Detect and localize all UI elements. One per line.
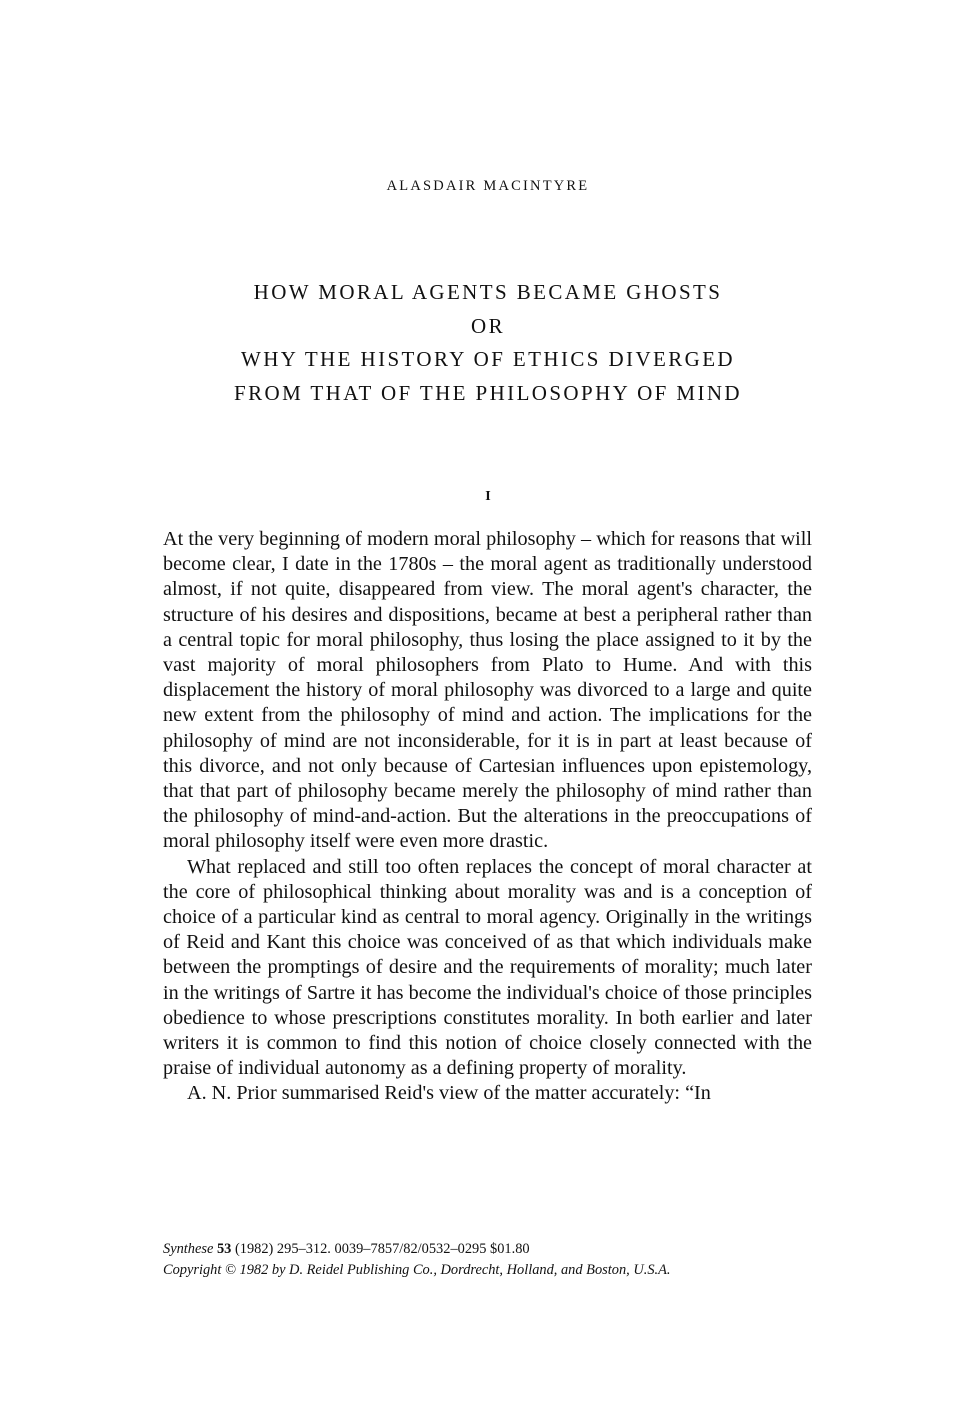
journal-pages: (1982) 295–312.	[234, 1241, 331, 1257]
journal-name: Synthese	[163, 1241, 214, 1257]
body-text	[163, 527, 812, 1107]
journal-code: 0039–7857/82/0532–0295 $01.80	[334, 1241, 530, 1257]
title-line-1: HOW MORAL AGENTS BECAME GHOSTS	[253, 280, 723, 304]
author-name: ALASDAIR MACINTYRE	[386, 178, 590, 194]
paragraph-1: At the very beginning of modern moral philosophy – which for reasons that will become clear, I date in the 1780s – the moral agent as traditionally understood almost, if not quite, disappeared from view. The moral agent's character, the structure of his desires and dispositions, became at best a peripheral rather than a central topic for moral philosophy, thus losing the place assigned to it by the vast majority of moral philosophers from Plato to Hume. And with this displacement the history of moral philosophy was divorced to a large and quite new extent from the philosophy of mind and action. The implications for the philosophy of mind are not inconsiderable, for it is in part at least because of this divorce, and not only because of Cartesian influences upon epistemology, that that part of philosophy became merely the philosophy of mind rather than the philosophy of mind-and-action. But the alterations in the preoccupations of moral philosophy itself were even more drastic.	[163, 528, 812, 853]
copyright-line: Copyright © 1982 by D. Reidel Publishing Co., Dordrecht, Holland, and Boston, U.S.A.	[163, 1262, 671, 1278]
paper-title	[0, 276, 976, 410]
section-number: I	[485, 489, 491, 504]
paragraph-3: A. N. Prior summarised Reid's view of the matter accurately: “In	[187, 1082, 711, 1105]
citation-line	[163, 1239, 823, 1260]
footer-citation	[163, 1239, 823, 1281]
journal-volume: 53	[216, 1241, 232, 1257]
paragraph-2: What replaced and still too often replaces the concept of moral character at the core of philosophical thinking about morality was and is a conception of choice of a particular kind as central to moral agency. Originally in the writings of Reid and Kant this choice was conceived of as that which individuals make between the promptings of desire and the requirements of morality; much later in the writings of Sartre it has become the individual's choice of those principles obedience to whose prescriptions constitutes morality. In both earlier and later writers it is common to find this notion of choice closely connected with the praise of individual autonomy as a defining property of morality.	[163, 855, 812, 1080]
title-line-3: WHY THE HISTORY OF ETHICS DIVERGED	[240, 347, 735, 371]
title-line-2: OR	[471, 313, 505, 338]
title-line-4: FROM THAT OF THE PHILOSOPHY OF MIND	[234, 380, 742, 405]
